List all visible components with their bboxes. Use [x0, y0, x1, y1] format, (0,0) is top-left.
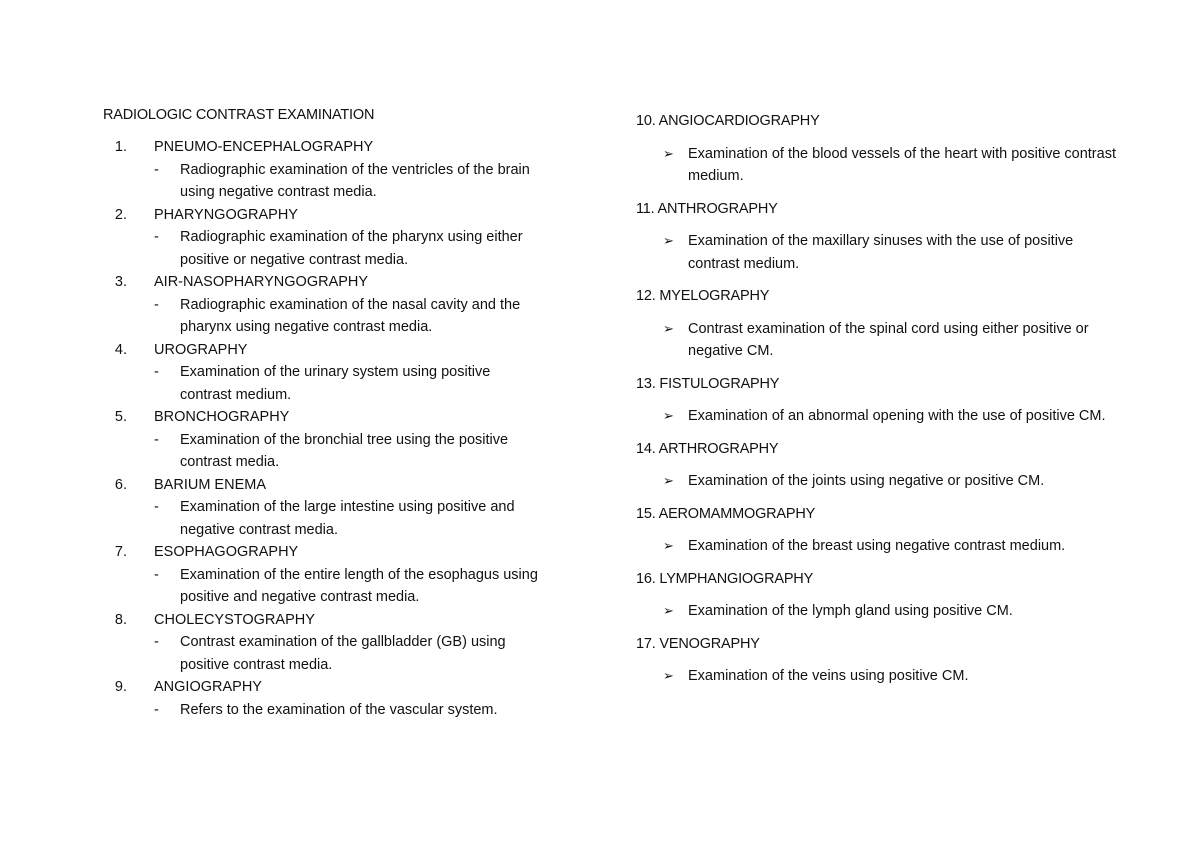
- list-item: [636, 568, 1136, 623]
- list-item: [103, 406, 573, 474]
- item-description: Examination of the blood vessels of the heart with positive contrast medium.: [688, 145, 1116, 184]
- dash-bullet-icon: -: [154, 296, 159, 313]
- dash-bullet-icon: -: [154, 431, 159, 448]
- item-name: FISTULOGRAPHY: [659, 375, 780, 392]
- item-name: PHARYNGOGRAPHY: [154, 206, 298, 223]
- item-number: 16.: [636, 570, 656, 587]
- item-name: LYMPHANGIOGRAPHY: [659, 570, 814, 587]
- dash-bullet-icon: -: [154, 634, 159, 650]
- arrow-bullet-icon: ➢: [663, 145, 674, 161]
- right-column: [636, 110, 1136, 698]
- arrow-bullet-icon: ➢: [663, 473, 674, 488]
- page-title: RADIOLOGIC CONTRAST EXAMINATION: [103, 107, 375, 123]
- list-item: [636, 438, 1136, 493]
- item-description: Radiographic examination of the pharynx using either positive or negative contrast media.: [180, 229, 523, 268]
- item-name: CHOLECYSTOGRAPHY: [154, 611, 315, 628]
- list-item: [103, 204, 573, 272]
- dash-bullet-icon: -: [154, 364, 159, 380]
- list-item: [636, 110, 1136, 188]
- item-name: BRONCHOGRAPHY: [154, 409, 290, 425]
- list-item: [636, 373, 1136, 428]
- list-item: [103, 541, 573, 609]
- item-number: 11.: [636, 200, 655, 217]
- item-name: ARTHROGRAPHY: [658, 440, 779, 457]
- item-description: Refers to the examination of the vascular system.: [180, 701, 498, 718]
- item-description: Examination of the bronchial tree using the positive contrast media.: [180, 431, 509, 470]
- item-number: 6.: [114, 476, 127, 493]
- item-number: 17.: [636, 635, 656, 652]
- arrow-bullet-icon: ➢: [663, 233, 674, 248]
- item-description: Radiographic examination of the ventricles of the brain using negative contrast media.: [180, 161, 530, 200]
- arrow-bullet-icon: ➢: [663, 603, 674, 618]
- list-item: [103, 676, 573, 721]
- item-number: 7.: [114, 544, 127, 560]
- list-item: [636, 285, 1136, 363]
- left-column: [103, 136, 573, 721]
- dash-bullet-icon: -: [154, 499, 159, 515]
- item-number: 14.: [636, 440, 656, 457]
- item-number: 1.: [114, 139, 127, 155]
- item-name: ESOPHAGOGRAPHY: [154, 544, 299, 560]
- item-name: MYELOGRAPHY: [659, 288, 770, 304]
- arrow-bullet-icon: ➢: [663, 408, 674, 423]
- list-item: [103, 271, 573, 339]
- item-number: 2.: [114, 206, 127, 223]
- item-name: ANTHROGRAPHY: [657, 200, 778, 217]
- list-item: [103, 609, 573, 677]
- item-number: 5.: [114, 409, 127, 425]
- item-description: Examination of an abnormal opening with the use of positive CM.: [688, 408, 1106, 424]
- item-description: Contrast examination of the spinal cord using either positive or negative CM.: [688, 320, 1089, 359]
- item-name: AEROMAMMOGRAPHY: [658, 505, 816, 522]
- list-item: [636, 503, 1136, 558]
- arrow-bullet-icon: ➢: [663, 538, 674, 553]
- list-item: [636, 198, 1136, 276]
- item-number: 15.: [636, 505, 656, 522]
- list-item: [103, 136, 573, 204]
- item-description: Examination of the veins using positive CM.: [688, 668, 969, 684]
- item-description: Examination of the urinary system using positive contrast medium.: [180, 364, 491, 403]
- dash-bullet-icon: -: [154, 161, 159, 178]
- list-item: [636, 633, 1136, 688]
- item-number: 8.: [114, 611, 127, 628]
- list-item: [103, 339, 573, 407]
- item-name: AIR-NASOPHARYNGOGRAPHY: [154, 274, 369, 290]
- item-description: Examination of the large intestine using positive and negative contrast media.: [180, 499, 515, 538]
- item-number: 13.: [636, 375, 656, 392]
- item-name: BARIUM ENEMA: [154, 476, 266, 493]
- item-number: 4.: [114, 341, 127, 358]
- dash-bullet-icon: -: [154, 229, 159, 245]
- item-number: 9.: [114, 679, 127, 695]
- item-description: Examination of the maxillary sinuses with the use of positive contrast medium.: [688, 233, 1074, 272]
- item-number: 12.: [636, 288, 656, 304]
- dash-bullet-icon: -: [154, 566, 159, 583]
- dash-bullet-icon: -: [154, 701, 159, 718]
- item-description: Examination of the breast using negative contrast medium.: [688, 538, 1066, 554]
- item-name: ANGIOCARDIOGRAPHY: [658, 113, 820, 129]
- item-description: Contrast examination of the gallbladder (GB) using positive contrast media.: [180, 634, 506, 673]
- item-name: VENOGRAPHY: [659, 635, 760, 652]
- item-description: Examination of the lymph gland using positive CM.: [688, 603, 1013, 619]
- item-description: Examination of the entire length of the esophagus using positive and negative contrast media.: [180, 566, 538, 605]
- item-description: Radiographic examination of the nasal cavity and the pharynx using negative contrast media.: [180, 296, 521, 335]
- item-number: 3.: [114, 274, 127, 290]
- item-number: 10.: [636, 113, 656, 129]
- item-name: UROGRAPHY: [154, 341, 248, 358]
- item-description: Examination of the joints using negative or positive CM.: [688, 473, 1045, 489]
- list-item: [103, 474, 573, 542]
- arrow-bullet-icon: ➢: [663, 668, 674, 683]
- item-name: ANGIOGRAPHY: [154, 679, 262, 695]
- item-name: PNEUMO-ENCEPHALOGRAPHY: [154, 139, 374, 155]
- arrow-bullet-icon: ➢: [663, 320, 674, 336]
